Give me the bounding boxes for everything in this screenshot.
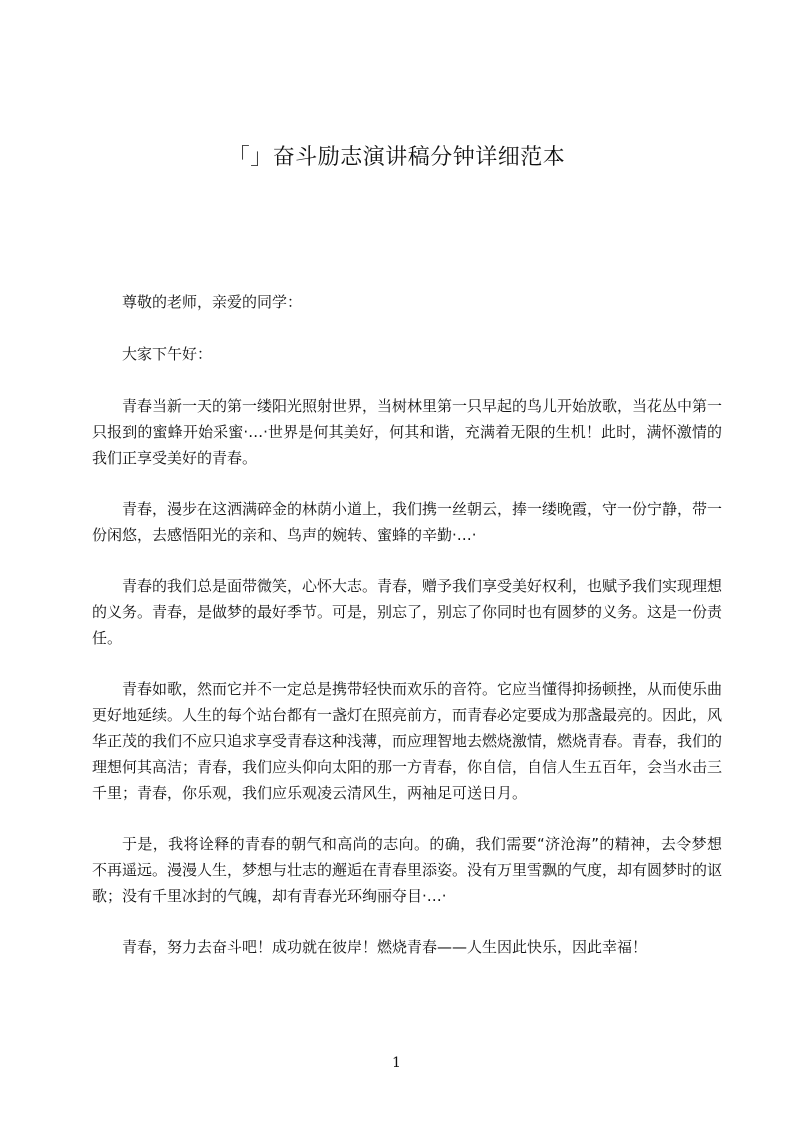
paragraph: 青春的我们总是面带微笑，心怀大志。青春，赠予我们享受美好权利，也赋予我们实现理想的义务。青春，是做梦的最好季节。可是，别忘了，别忘了你同时也有圆梦的义务。这是一份责任。 <box>92 577 723 647</box>
paragraph: 青春，漫步在这洒满碎金的林荫小道上，我们携一丝朝云，捧一缕晚霞，守一份宁静，带一份闲悠，去感悟阳光的亲和、鸟声的婉转、蜜蜂的辛勤·…· <box>92 500 723 544</box>
paragraph-closing: 青春，努力去奋斗吧！成功就在彼岸！燃烧青春——人生因此快乐，因此幸福！ <box>122 938 648 956</box>
paragraph-greeting: 大家下午好： <box>122 345 213 363</box>
paragraph: 于是，我将诠释的青春的朝气和高尚的志向。的确，我们需要“济沧海”的精神，去令梦想不再遥远。漫漫人生，梦想与壮志的邂逅在青春里添姿。没有万里雪飘的气度，却有圆梦时的讴歌；没有千里冰封的气魄，却有青春光环绚丽夺目·…· <box>92 835 723 905</box>
document-body <box>92 289 722 985</box>
paragraph-salutation: 尊敬的老师，亲爱的同学： <box>122 293 303 311</box>
paragraph: 青春如歌，然而它并不一定总是携带轻快而欢乐的音符。它应当懂得抑扬顿挫，从而使乐曲更好地延续。人生的每个站台都有一盏灯在照亮前方，而青春必定要成为那盏最亮的。因此，风华正茂的我们不应只追求享受青春这种浅薄，而应理智地去燃烧激情，燃烧青春。青春，我们的理想何其高洁；青春，我们应头仰向太阳的那一方青春，你自信，自信人生五百年，会当水击三千里；青春，你乐观，我们应乐观凌云清风生，两袖足可送日月。 <box>92 680 723 802</box>
document-title: 「」奋斗励志演讲稿分钟详细范本 <box>227 145 566 170</box>
page-number: 1 <box>392 1055 401 1071</box>
paragraph: 青春当新一天的第一缕阳光照射世界，当树林里第一只早起的鸟儿开始放歌，当花丛中第一只报到的蜜蜂开始采蜜·…·世界是何其美好，何其和谐，充满着无限的生机！此时，满怀激情的我们正享受美好的青春。 <box>92 397 723 467</box>
